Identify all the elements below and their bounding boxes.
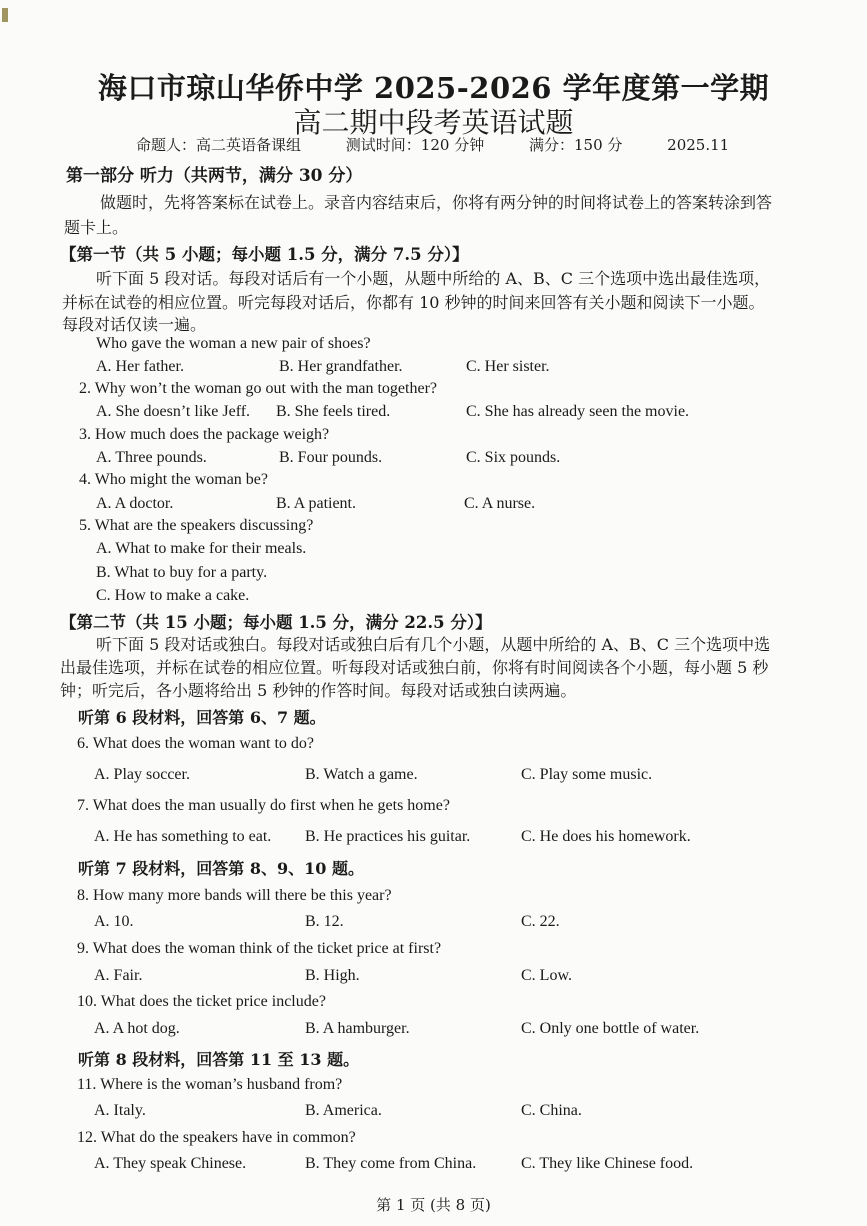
exam-subtitle: 高二期中段考英语试题 [293,106,574,139]
question-6-option-c: C. Play some music. [521,766,653,783]
meta-date: 2025.11 [667,136,730,154]
question-5-option-a: A. What to make for their meals. [96,540,307,557]
question-1-option-b: B. Her grandfather. [279,358,403,375]
question-11-option-b: B. America. [305,1102,382,1119]
question-1-option-c: C. Her sister. [466,358,550,375]
question-3-option-c: C. Six pounds. [466,449,561,466]
question-8-option-c: C. 22. [521,913,560,930]
question-12-option-c: C. They like Chinese food. [521,1155,694,1172]
question-11-option-a: A. Italy. [94,1102,146,1119]
question-3-option-a: A. Three pounds. [96,449,207,466]
question-4-option-b: B. A patient. [276,495,356,512]
question-3-stem: 3. How much does the package weigh? [79,426,330,443]
question-9-option-b: B. High. [305,967,360,984]
section1-instruction-line3: 每段对话仅读一遍。 [62,315,207,334]
question-10-stem: 10. What does the ticket price include? [77,993,326,1010]
question-8-option-a: A. 10. [94,913,134,930]
question-4-option-a: A. A doctor. [96,495,174,512]
section2-instruction-line1: 听下面 5 段对话或独白。每段对话或独白后有几个小题，从题中所给的 A、B、C 三个选项中选 [96,635,771,654]
question-8-stem: 8. How many more bands will there be this year? [77,887,392,904]
question-2-option-a: A. She doesn’t like Jeff. [96,403,251,420]
question-2-option-c: C. She has already seen the movie. [466,403,690,420]
question-10-option-a: A. A hot dog. [94,1020,180,1037]
question-8-option-b: B. 12. [305,913,344,930]
question-5-option-b: B. What to buy for a party. [96,564,268,581]
section2-instruction-line2: 出最佳选项，并标在试卷的相应位置。听每段对话或独白前，你将有时间阅读各个小题，每小题 5 秒 [60,658,769,677]
question-1-option-a: A. Her father. [96,358,184,375]
question-4-option-c: C. A nurse. [464,495,536,512]
part1-instruction-line1: 做题时，先将答案标在试卷上。录音内容结束后，你将有两分钟的时间将试卷上的答案转涂到答 [100,193,773,212]
question-7-option-c: C. He does his homework. [521,828,691,845]
question-6-stem: 6. What does the woman want to do? [77,735,314,752]
question-9-option-a: A. Fair. [94,967,143,984]
section1-instruction-line2: 并标在试卷的相应位置。听完每段对话后，你都有 10 秒钟的时间来回答有关小题和阅读下一小题。 [62,293,765,312]
question-12-option-b: B. They come from China. [305,1155,477,1172]
question-6-option-b: B. Watch a game. [305,766,418,783]
question-2-stem: 2. Why won’t the woman go out with the man together? [79,380,438,397]
section2-title: 【第二节（共 15 小题；每小题 1.5 分，满分 22.5 分）】 [60,613,492,632]
section1-title: 【第一节（共 5 小题；每小题 1.5 分，满分 7.5 分）】 [60,245,469,264]
meta-author: 命题人：高二英语备课组 [136,136,302,154]
question-12-stem: 12. What do the speakers have in common? [77,1129,356,1146]
question-9-stem: 9. What does the woman think of the ticket price at first? [77,940,442,957]
part1-instruction-line2: 题卡上。 [64,218,129,237]
listen-header-material-6: 听第 6 段材料，回答第 6、7 题。 [78,708,326,727]
question-5-option-c: C. How to make a cake. [96,587,250,604]
question-5-stem: 5. What are the speakers discussing? [79,517,314,534]
listen-header-material-8: 听第 8 段材料，回答第 11 至 13 题。 [78,1050,360,1069]
question-7-option-a: A. He has something to eat. [94,828,272,845]
question-12-option-a: A. They speak Chinese. [94,1155,247,1172]
question-4-stem: 4. Who might the woman be? [79,471,268,488]
meta-time: 测试时间：120 分钟 [345,136,485,154]
question-11-option-c: C. China. [521,1102,582,1119]
page-footer: 第 1 页 (共 8 页) [376,1196,491,1214]
exam-title: 海口市琼山华侨中学 2025-2026 学年度第一学期 [97,71,770,105]
section2-instruction-line3: 钟；听完后，各小题将给出 5 秒钟的作答时间。每段对话或独白读两遍。 [60,681,577,700]
meta-score: 满分：150 分 [528,136,623,154]
corner-mark [2,8,8,22]
question-7-option-b: B. He practices his guitar. [305,828,471,845]
question-9-option-c: C. Low. [521,967,572,984]
question-6-option-a: A. Play soccer. [94,766,190,783]
question-7-stem: 7. What does the man usually do first when he gets home? [77,797,450,814]
question-3-option-b: B. Four pounds. [279,449,383,466]
question-11-stem: 11. Where is the woman’s husband from? [77,1076,343,1093]
question-10-option-c: C. Only one bottle of water. [521,1020,700,1037]
section1-instruction-line1: 听下面 5 段对话。每段对话后有一个小题，从题中所给的 A、B、C 三个选项中选出最佳选项， [96,269,771,288]
exam-meta [136,134,769,155]
part1-title: 第一部分 听力（共两节，满分 30 分） [66,166,363,186]
question-2-option-b: B. She feels tired. [276,403,391,420]
question-1-stem: Who gave the woman a new pair of shoes? [96,335,371,352]
listen-header-material-7: 听第 7 段材料，回答第 8、9、10 题。 [78,859,364,878]
question-10-option-b: B. A hamburger. [305,1020,410,1037]
